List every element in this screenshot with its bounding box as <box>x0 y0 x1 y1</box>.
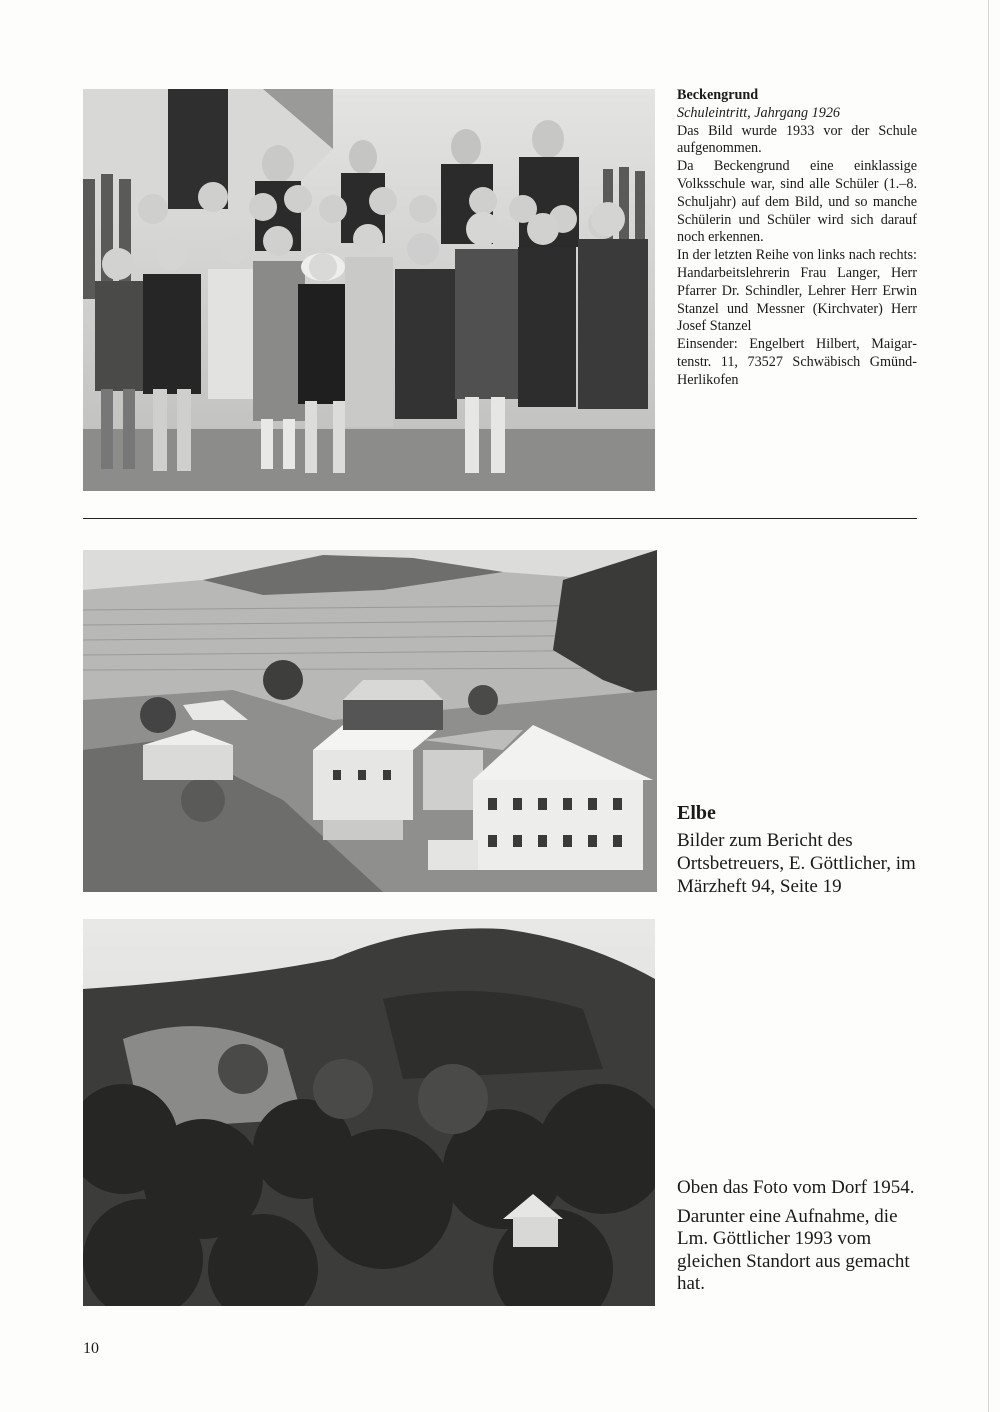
page-edge <box>988 0 989 1412</box>
school-group-photo <box>83 89 655 491</box>
page-number: 10 <box>83 1340 99 1357</box>
caption-paragraph: Da Beckengrund eine einklassige Volksschule war, sind alle Schüler (1.–8. Schuljahr) auf dem Bild, und so manche Schülerin und Schüler wird sich darauf noch erkennen. <box>677 158 917 246</box>
section-divider <box>83 518 917 519</box>
caption-paragraph: Oben das Foto vom Dorf 1954. <box>677 1177 915 1198</box>
caption-paragraph: Darunter eine Aufnahme, die Lm. Göttlicher 1993 vom gleichen Standort aus gemacht hat. <box>677 1205 910 1294</box>
caption-title: Elbe <box>677 802 716 824</box>
village-photo-1954 <box>83 550 657 892</box>
caption-paragraph: Das Bild wurde 1933 vor der Schule aufgenommen. <box>677 122 917 157</box>
landscape-photo-1993 <box>83 919 655 1306</box>
caption-title: Beckengrund <box>677 87 759 103</box>
caption-elbe <box>677 802 927 898</box>
caption-paragraph: Einsender: Engelbert Hilbert, Maigartenstr. 11, 73527 Schwäbisch Gmünd-Herlikofen <box>677 336 917 388</box>
caption-beckengrund <box>677 87 917 390</box>
caption-text: Bilder zum Bericht des Ortsbetreuers, E. Göttlicher, im Märzheft 94, Seite 19 <box>677 830 916 897</box>
caption-comparison <box>677 1177 917 1302</box>
caption-subtitle: Schuleintritt, Jahrgang 1926 <box>677 104 841 121</box>
caption-paragraph: In der letzten Reihe von links nach rechts: Handarbeitslehrerin Frau Langer, Herr Pfarrer Dr. Schindler, Lehrer Herr Erwin Stanzel und Messner (Kirchvater) Herr Josef Stanzel <box>677 247 917 335</box>
